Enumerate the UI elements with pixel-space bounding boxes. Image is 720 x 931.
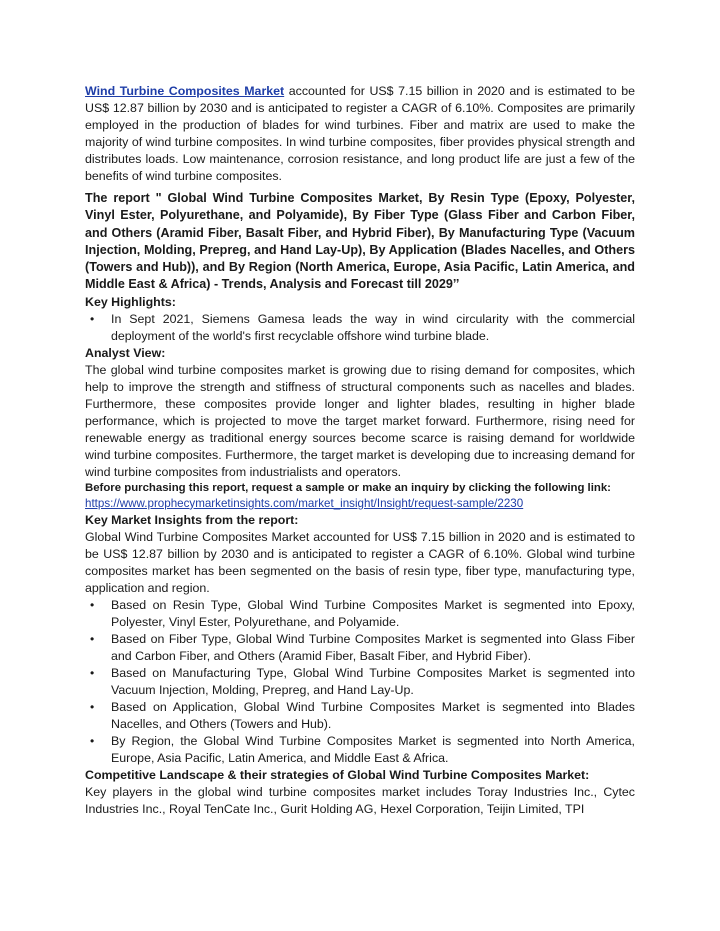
market-report-link[interactable]: Wind Turbine Composites Market (85, 84, 285, 98)
bullet-icon: • (90, 597, 95, 612)
list-item (85, 311, 635, 345)
bullet-icon: • (90, 699, 95, 714)
key-insights-heading: Key Market Insights from the report: (85, 512, 299, 527)
list-item-text: Based on Manufacturing Type, Global Wind Turbine Composites Market is segmented into Vacuum Injection, Molding, Prepreg, and Hand Lay-Up. (111, 665, 635, 697)
segmentation-list (85, 597, 635, 767)
sample-request-prompt: Before purchasing this report, request a sample or make an inquiry by clicking the following link: (85, 481, 611, 494)
list-item-text: In Sept 2021, Siemens Gamesa leads the way in wind circularity with the commercial deployment of the world's first recyclable offshore wind turbine blade. (111, 311, 635, 343)
analyst-view-heading: Analyst View: (85, 345, 166, 360)
list-item (85, 631, 635, 665)
list-item (85, 699, 635, 733)
document-body (85, 83, 635, 818)
key-highlights-list (85, 311, 635, 345)
bullet-icon: • (90, 733, 95, 748)
competitive-landscape-heading: Competitive Landscape & their strategies of Global Wind Turbine Composites Market: (85, 767, 590, 782)
bullet-icon: • (90, 311, 95, 326)
analyst-view-text: The global wind turbine composites market is growing due to rising demand for composites, which help to improve the strength and stiffness of structural components such as nacelles and blades. Furthermore, these composites provide longer and lighter blades, resulting in higher blade performance, which is projected to move the target market forward. Furthermore, rising need for renewable energy as traditional energy sources become scarce is raising demand for worldwide wind turbine composites. Furthermore, the target market is developing due to increasing demand for wind turbine composites from industrialists and operators. (85, 362, 635, 479)
bullet-icon: • (90, 631, 95, 646)
intro-text: accounted for US$ 7.15 billion in 2020 and is estimated to be US$ 12.87 billion by 2030 and is anticipated to register a CAGR of 6.10%. Composites are primarily employed in the production of blades for wind turbines. Fiber and matrix are used to make the majority of wind turbine composites. In wind turbine composites, fiber provides physical strength and distributes loads. Low maintenance, corrosion resistance, and long product life are just a few of the benefits of wind turbine composites. (85, 84, 635, 183)
list-item (85, 597, 635, 631)
list-item (85, 733, 635, 767)
competitive-landscape-text: Key players in the global wind turbine composites market includes Toray Industries Inc., Cytec Industries Inc., Royal TenCate Inc., Gurit Holding AG, Hexel Corporation, Teijin Limited, TPI (85, 784, 635, 816)
key-insights-text: Global Wind Turbine Composites Market accounted for US$ 7.15 billion in 2020 and is estimated to be US$ 12.87 billion by 2030 and is anticipated to register a CAGR of 6.10%. Global wind turbine composites market has been segmented on the basis of resin type, fiber type, manufacturing type, application and region. (85, 529, 635, 595)
report-title: The report " Global Wind Turbine Composites Market, By Resin Type (Epoxy, Polyester, Vinyl Ester, Polyurethane, and Polyamide), By Fiber Type (Glass Fiber and Carbon Fiber, and Others (Aramid Fiber, Basalt Fiber, and Hybrid Fiber), By Manufacturing Type (Vacuum Injection, Molding, Prepreg, and Hand Lay-Up), By Application (Blades Nacelles, and Others (Towers and Hub)), and By Region (North America, Europe, Asia Pacific, Latin America, and Middle East & Africa) - Trends, Analysis and Forecast till 2029’’ (85, 191, 635, 292)
bullet-icon: • (90, 665, 95, 680)
request-sample-link[interactable]: https://www.prophecymarketinsights.com/market_insight/Insight/request-sample/2230 (85, 496, 524, 510)
list-item-text: Based on Application, Global Wind Turbine Composites Market is segmented into Blades Nacelles, and Others (Towers and Hub). (111, 699, 635, 731)
list-item-text: Based on Resin Type, Global Wind Turbine Composites Market is segmented into Epoxy, Polyester, Vinyl Ester, Polyurethane, and Polyamide. (111, 597, 635, 629)
list-item-text: Based on Fiber Type, Global Wind Turbine Composites Market is segmented into Glass Fiber and Carbon Fiber, and Others (Aramid Fiber, Basalt Fiber, and Hybrid Fiber). (111, 631, 635, 663)
list-item (85, 665, 635, 699)
key-highlights-heading: Key Highlights: (85, 294, 176, 309)
list-item-text: By Region, the Global Wind Turbine Composites Market is segmented into North America, Europe, Asia Pacific, Latin America, and Middle East & Africa. (111, 733, 635, 765)
intro-paragraph (85, 83, 635, 185)
